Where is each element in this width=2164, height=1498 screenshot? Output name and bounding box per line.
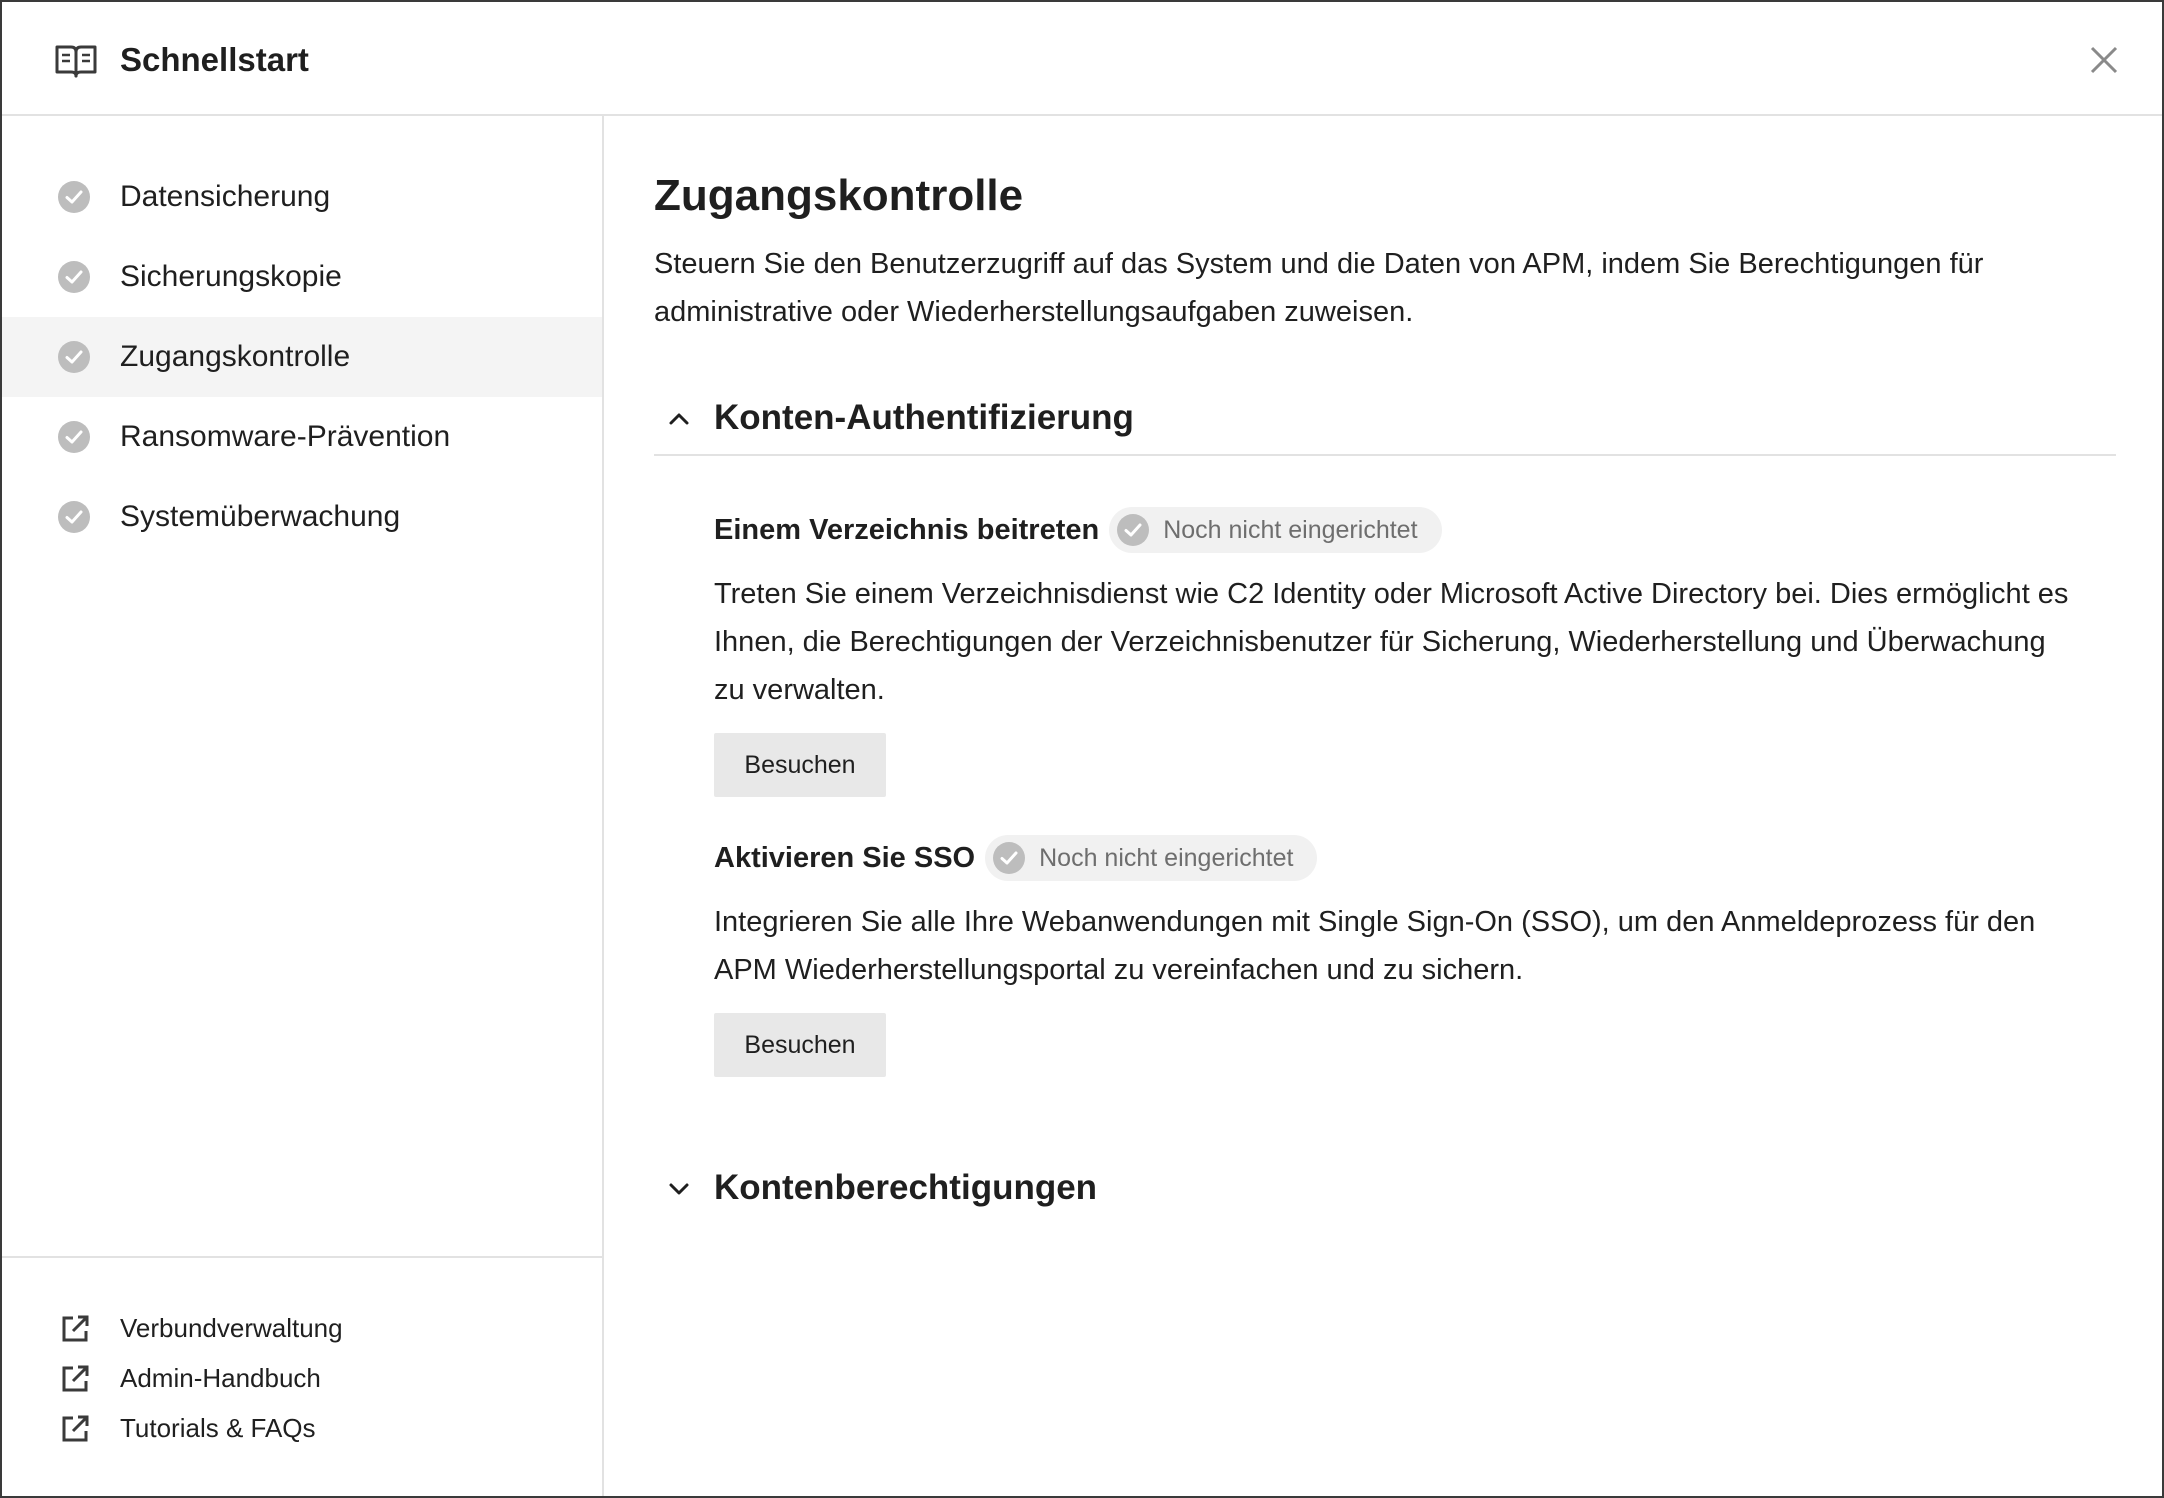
- sidebar-item-label: Datensicherung: [120, 180, 331, 213]
- item-description: Integrieren Sie alle Ihre Webanwendungen mit Single Sign-On (SSO), um den Anmeldeprozess für den APM Wiederherstellungsportal zu vereinfachen und zu sichern.: [714, 906, 2036, 986]
- sidebar-item-label: Systemüberwachung: [120, 500, 401, 533]
- book-icon: [54, 42, 98, 80]
- section-title: Konten-Authentifizierung: [714, 398, 1134, 437]
- external-link-icon: [60, 1314, 90, 1344]
- close-icon[interactable]: [2084, 40, 2124, 80]
- sidebar-item-zugangskontrolle[interactable]: [2, 317, 602, 397]
- link-label: Tutorials & FAQs: [120, 1413, 316, 1443]
- sidebar-item-datensicherung[interactable]: [2, 157, 602, 237]
- page-description: Steuern Sie den Benutzerzugriff auf das System und die Daten von APM, indem Sie Berechtigungen für administrative oder Wiederherstellungsaufgaben zuweisen.: [654, 248, 1984, 328]
- check-circle-icon: [58, 261, 90, 293]
- link-verbundverwaltung[interactable]: [2, 1302, 602, 1352]
- status-badge: [1109, 507, 1441, 553]
- item-title: Aktivieren Sie SSO: [714, 842, 976, 874]
- check-circle-icon: [1117, 514, 1149, 546]
- item-title-row: [714, 834, 1317, 884]
- dialog-title: Schnellstart: [120, 41, 309, 78]
- chevron-down-icon: [664, 1174, 694, 1204]
- check-circle-icon: [58, 341, 90, 373]
- sidebar-item-label: Zugangskontrolle: [120, 340, 351, 373]
- sidebar-links: [2, 1256, 602, 1496]
- link-tutorials-faqs[interactable]: [2, 1402, 602, 1452]
- sidebar-item-sicherungskopie[interactable]: [2, 237, 602, 317]
- status-badge: [985, 835, 1317, 881]
- external-link-icon: [60, 1414, 90, 1444]
- visit-button[interactable]: Besuchen: [714, 733, 886, 797]
- sidebar: [2, 116, 604, 1496]
- check-circle-icon: [993, 842, 1025, 874]
- check-circle-icon: [58, 421, 90, 453]
- dialog-header: [2, 2, 2162, 116]
- item-title-row: [714, 506, 1442, 556]
- sidebar-item-ransomware-praevention[interactable]: [2, 397, 602, 477]
- link-label: Verbundverwaltung: [120, 1313, 343, 1343]
- section-title: Kontenberechtigungen: [714, 1168, 1098, 1207]
- main-content: [604, 116, 2162, 1496]
- chevron-up-icon: [664, 404, 694, 434]
- status-text: Noch nicht eingerichtet: [1163, 516, 1418, 544]
- sidebar-item-systemueberwachung[interactable]: [2, 477, 602, 557]
- item-title: Einem Verzeichnis beitreten: [714, 514, 1100, 546]
- section-header-kontenberechtigungen[interactable]: [654, 1154, 2116, 1224]
- section-header-konten-authentifizierung[interactable]: [654, 384, 2116, 456]
- item-description: Treten Sie einem Verzeichnisdienst wie C2 Identity oder Microsoft Active Directory bei. Dies ermöglicht es Ihnen, die Berechtigungen der Verzeichnisbenutzer für Sicherung, Wiederherstellung und Überwachung zu verwalten.: [714, 578, 2069, 706]
- external-link-icon: [60, 1364, 90, 1394]
- link-admin-handbuch[interactable]: [2, 1352, 602, 1402]
- status-text: Noch nicht eingerichtet: [1039, 844, 1294, 872]
- sidebar-item-label: Sicherungskopie: [120, 260, 342, 293]
- visit-button[interactable]: Besuchen: [714, 1013, 886, 1077]
- check-circle-icon: [58, 181, 90, 213]
- sidebar-item-label: Ransomware-Prävention: [120, 420, 451, 453]
- page-title: Zugangskontrolle: [654, 171, 1024, 220]
- check-circle-icon: [58, 501, 90, 533]
- link-label: Admin-Handbuch: [120, 1363, 321, 1393]
